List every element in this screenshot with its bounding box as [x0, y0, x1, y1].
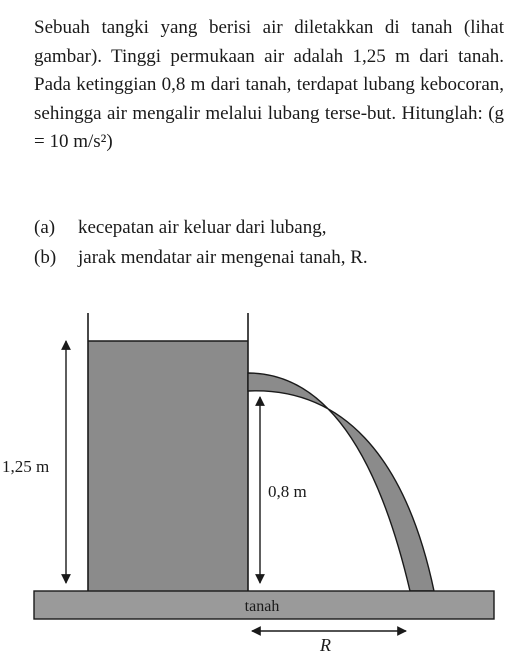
- problem-text: [34, 14, 504, 157]
- question-a-text: kecepatan air keluar dari lubang,: [78, 217, 327, 238]
- question-b-text: jarak mendatar air mengenai tanah, R.: [78, 247, 368, 268]
- tank-figure: [0, 293, 526, 653]
- range-label: R: [320, 635, 331, 653]
- height-label: 1,25 m: [2, 457, 50, 476]
- hole-height-label: 0,8 m: [268, 482, 307, 501]
- tank-water: [88, 341, 248, 591]
- question-a-label: (a): [34, 217, 56, 238]
- question-b: [34, 247, 368, 269]
- ground-label: tanah: [244, 598, 280, 615]
- problem-body: Sebuah tangki yang berisi air diletakkan di tanah (lihat gambar). Tinggi permukaan air adalah 1,25 m dari tanah. Pada ketinggian 0,8 m dari tanah, terdapat lubang kebocoran, sehingga air mengalir melalui lubang terse-but. Hitunglah:: [34, 17, 504, 124]
- question-b-label: (b): [34, 247, 57, 268]
- gravity-note: (g = 10 m/s²): [34, 102, 505, 152]
- question-a: [34, 217, 326, 239]
- problem-statement: [34, 14, 504, 157]
